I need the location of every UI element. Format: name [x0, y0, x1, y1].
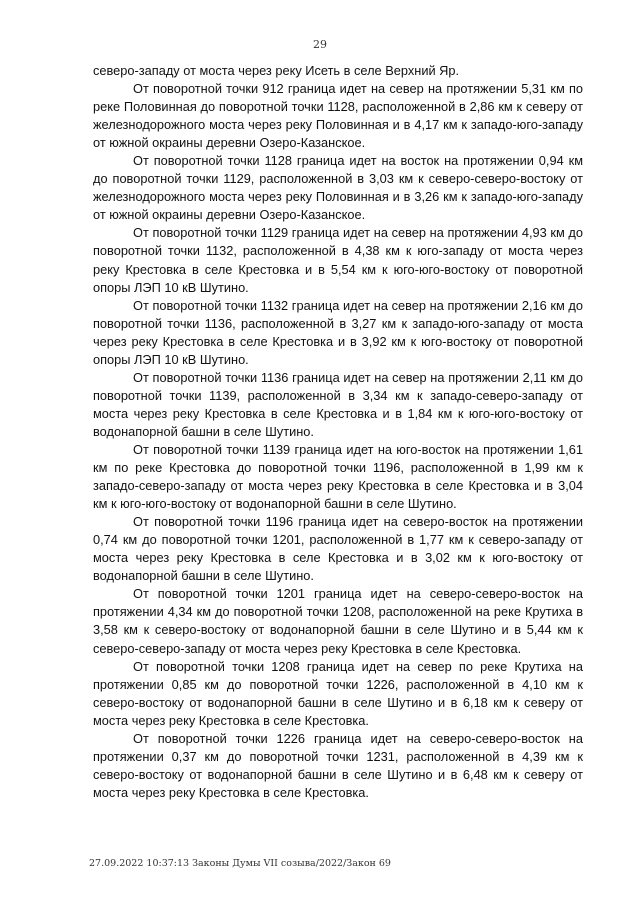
paragraph: От поворотной точки 1128 граница идет на восток на протяжении 0,94 км до поворотной точки 1129, расположенной в 3,03 км к северо-северо-востоку от железнодорожного моста через реку Половинная и в 3,26 км к западо-юго-западу от южной окраины деревни Озеро-Казанское.	[93, 153, 583, 223]
page-number: 29	[313, 38, 327, 51]
paragraph: От поворотной точки 1139 граница идет на юго-восток на протяжении 1,61 км по реке Крестовка до поворотной точки 1196, расположенной в 1,99 км к западо-северо-западу от моста через реку Крестовка в селе Крестовка и в 3,04 км к юго-юго-востоку от водонапорной башни в селе Шутино.	[93, 441, 583, 512]
paragraph: От поворотной точки 1129 граница идет на север на протяжении 4,93 км до поворотной точки 1132, расположенной в 4,38 км к юго-западу от моста через реку Крестовка в селе Крестовка и в 5,54 км к юго-юго-востоку от поворотной опоры ЛЭП 10 кВ Шутино.	[93, 225, 583, 295]
document-footer: 27.09.2022 10:37:13 Законы Думы VII созыва/2022/Закон 69	[89, 858, 391, 869]
paragraph-continuation: северо-западу от моста через реку Исеть в селе Верхний Яр.	[93, 63, 460, 78]
paragraph: От поворотной точки 1201 граница идет на северо-северо-восток на протяжении 4,34 км до поворотной точки 1208, расположенной на реке Крутиха в 3,58 км к северо-востоку от водонапорной башни в селе Шутино и в 5,44 км к северо-северо-западу от моста через реку Крестовка в селе Крестовка.	[93, 586, 583, 656]
paragraph: От поворотной точки 1226 граница идет на северо-северо-восток на протяжении 0,37 км до поворотной точки 1231, расположенной в 4,39 км к северо-востоку от водонапорной башни в селе Шутино и в 6,48 км к северу от моста через реку Крестовка в селе Крестовка.	[93, 730, 583, 800]
paragraph: От поворотной точки 1132 граница идет на север на протяжении 2,16 км до поворотной точки 1136, расположенной в 3,27 км к западо-юго-западу от моста через реку Крестовка в селе Крестовка и в 3,92 км к юго-востоку от поворотной опоры ЛЭП 10 кВ Шутино.	[93, 297, 583, 367]
paragraph: От поворотной точки 1196 граница идет на северо-восток на протяжении 0,74 км до поворотной точки 1201, расположенной в 1,77 км к северо-западу от моста через реку Крестовка в селе Крестовка и в 3,02 км к юго-востоку от водонапорной башни в селе Шутино.	[93, 514, 583, 584]
paragraph: От поворотной точки 1208 граница идет на север по реке Крутиха на протяжении 0,85 км до поворотной точки 1226, расположенной в 4,10 км к северо-востоку от водонапорной башни в селе Шутино и в 6,18 км к северу от моста через реку Крестовка в селе Крестовка.	[93, 658, 583, 728]
paragraph: От поворотной точки 912 граница идет на север на протяжении 5,31 км по реке Половинная до поворотной точки 1128, расположенной в 2,86 км к северу от железнодорожного моста через реку Половинная и в 4,17 км к западо-юго-западу от южной окраины деревни Озеро-Казанское.	[93, 81, 583, 151]
document-body	[93, 62, 583, 802]
paragraph: От поворотной точки 1136 граница идет на север на протяжении 2,11 км до поворотной точки 1139, расположенной в 3,34 км к западо-северо-западу от моста через реку Крестовка в селе Крестовка и в 1,84 км к юго-юго-востоку от водонапорной башни в селе Шутино.	[93, 369, 583, 439]
